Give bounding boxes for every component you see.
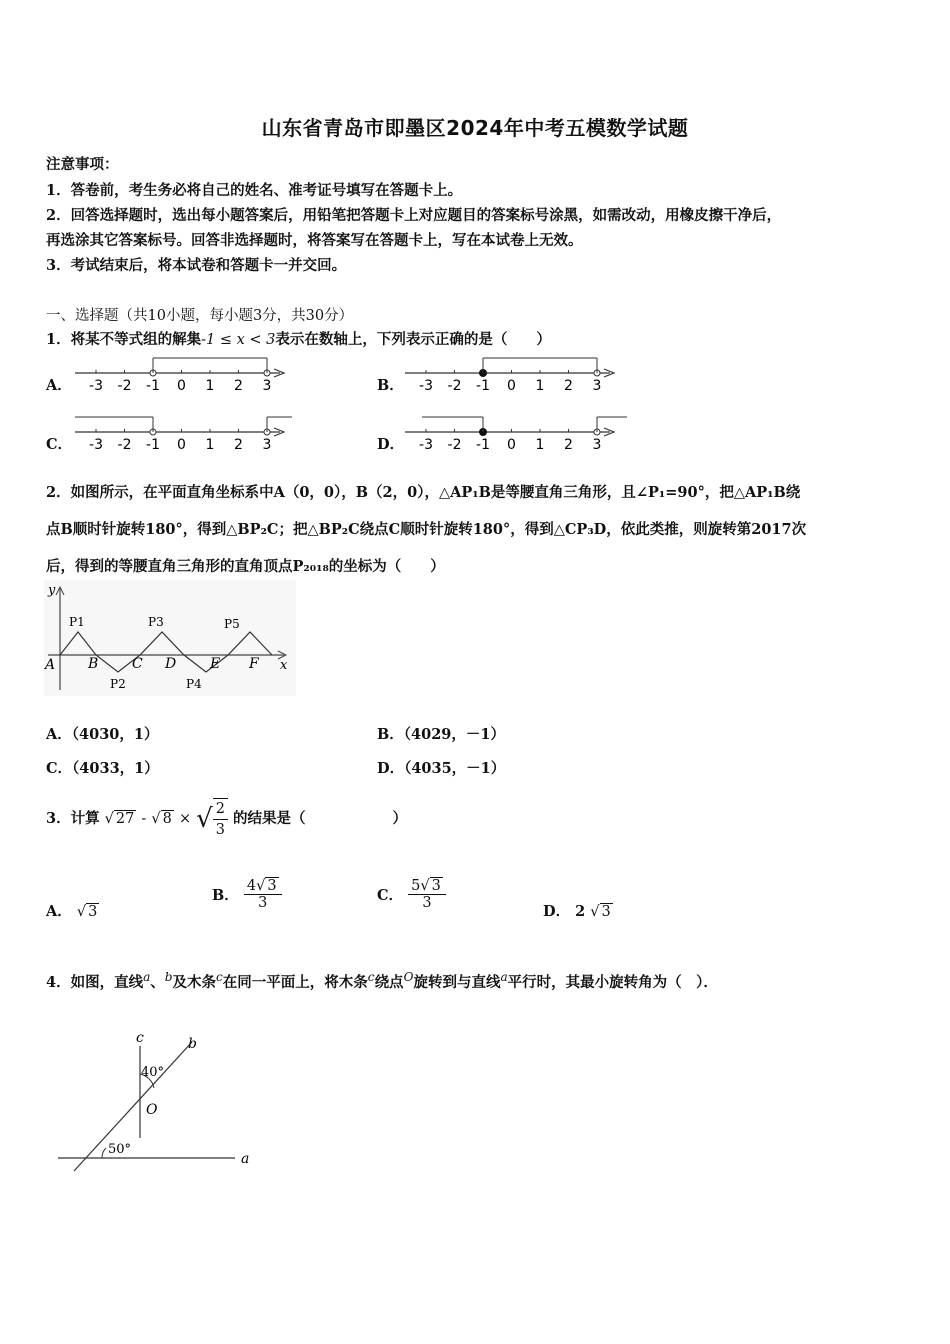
notice-item: 再选涂其它答案标号。回答非选择题时，将答案写在答题卡上，写在本试卷上无效。 xyxy=(46,232,583,249)
question-3 xyxy=(46,798,407,840)
tick-label: 0 xyxy=(177,378,186,394)
point-label: B xyxy=(88,656,99,672)
q2-figure xyxy=(44,580,296,696)
notice-item: 2．回答选择题时，选出每小题答案后，用铅笔把答题卡上对应题目的答案标号涂黑，如需改动，用橡皮擦干净后， xyxy=(46,207,782,224)
question-1 xyxy=(46,328,551,349)
angle-50-label: 50° xyxy=(108,1142,132,1157)
q2-option-d: D．（4035，－1） xyxy=(377,760,506,777)
q3-option-b: B． $\frac{4√ 3}{3}$ xyxy=(212,878,282,911)
q1-option-c-numberline xyxy=(70,411,295,456)
tick-label: 1 xyxy=(535,437,545,453)
tick-label: 3 xyxy=(262,437,272,453)
point-label: F xyxy=(249,656,259,672)
q2-option-c: C．（4033，1） xyxy=(46,760,159,777)
q3-option-c: C． $\frac{5√ 3}{3}$ xyxy=(377,878,446,911)
tick-label: 0 xyxy=(177,437,186,453)
point-label: D xyxy=(165,656,177,672)
option-value: $\frac{4√ 3}{3}$ xyxy=(244,878,282,911)
tick-label: -3 xyxy=(419,378,433,394)
label-o: O xyxy=(146,1102,158,1118)
option-value: √ 3 xyxy=(590,904,611,920)
tick-label: -3 xyxy=(89,378,103,394)
tick-label: -3 xyxy=(419,437,433,453)
q1-option-a-label: A． xyxy=(46,377,72,394)
q3-prefix: 3．计算 xyxy=(46,810,100,827)
tick-label: -1 xyxy=(476,437,490,453)
question-4: 4．如图，直线$^a$、$^b$及木条$^c$在同一平面上，将木条$^c$绕点$^O$旋转到与直线$^a$平行时，其最小旋转角为（ ）． xyxy=(46,970,718,991)
times-sign: × xyxy=(178,811,192,827)
q4-figure xyxy=(50,1028,270,1178)
q3-option-d: D． 2 √ 3 xyxy=(543,903,611,920)
valley-label: P2 xyxy=(110,677,126,691)
tick-label: 3 xyxy=(262,378,272,394)
tick-label: -2 xyxy=(447,378,462,394)
question-2-line: 点B顺时针旋转180°，得到△BP₂C；把△BP₂C绕点C顺时针旋转180°，得到△CP₃D，依此类推，则旋转第2017次 xyxy=(46,521,807,538)
tick-label: 2 xyxy=(234,437,243,453)
tick-label: -1 xyxy=(146,437,160,453)
tick-label: 2 xyxy=(564,437,573,453)
point-label: E xyxy=(210,656,221,672)
q1-option-b-label: B． xyxy=(377,377,404,394)
q1-option-d-label: D． xyxy=(377,436,405,453)
q1-option-c-label: C． xyxy=(46,436,73,453)
peak-label: P1 xyxy=(69,615,85,629)
notice-item: 1．答卷前，考生务必将自己的姓名、准考证号填写在答题卡上。 xyxy=(46,182,463,199)
tick-label: 3 xyxy=(592,378,602,394)
q1-prefix: 1．将某不等式组的解集 xyxy=(46,331,202,348)
peak-label: P5 xyxy=(224,617,240,631)
tick-label: 0 xyxy=(507,378,516,394)
sqrt-27: √ 27 xyxy=(104,811,135,827)
tick-label: 2 xyxy=(234,378,243,394)
point-label: C xyxy=(132,656,143,672)
option-value: √ 3 xyxy=(76,904,98,920)
tick-label: -3 xyxy=(89,437,103,453)
tick-label: -1 xyxy=(476,378,490,394)
line-b xyxy=(74,1042,192,1171)
tick-label: 1 xyxy=(535,378,545,394)
option-value: $\frac{5√ 3}{3}$ xyxy=(408,878,446,911)
tick-label: -2 xyxy=(117,437,132,453)
tick-label: 1 xyxy=(205,437,215,453)
q2-option-a: A．（4030，1） xyxy=(46,726,159,743)
tick-label: 0 xyxy=(507,437,516,453)
sqrt-fraction: √ $\frac{2}{3}$ xyxy=(196,811,228,827)
question-2-line: 2．如图所示，在平面直角坐标系中A（0，0），B（2，0），△AP₁B是等腰直角三角形，且∠P₁=90°，把△AP₁B绕 xyxy=(46,484,801,501)
page-title: 山东省青岛市即墨区2024年中考五模数学试题 xyxy=(261,116,689,140)
tick-label: -2 xyxy=(447,437,462,453)
notice-item: 3．考试结束后，将本试卷和答题卡一并交回。 xyxy=(46,257,347,274)
minus-sign: - xyxy=(141,811,147,827)
tick-label: 2 xyxy=(564,378,573,394)
tick-label: 1 xyxy=(205,378,215,394)
peak-label: P3 xyxy=(148,615,164,629)
valley-label: P4 xyxy=(186,677,202,691)
point-label: A xyxy=(45,657,56,673)
angle-40-label: 40° xyxy=(141,1065,165,1080)
q3-option-a: A． √ 3 xyxy=(46,903,98,920)
q2-option-b: B．（4029，－1） xyxy=(377,726,505,743)
axis-x-label: x xyxy=(280,658,288,673)
tick-label: -2 xyxy=(117,378,132,394)
sqrt-8: √ 8 xyxy=(151,811,172,827)
section-heading: 一、选择题（共10小题，每小题3分，共30分） xyxy=(46,308,354,324)
label-b: b xyxy=(188,1036,197,1052)
angle-arc-50 xyxy=(102,1148,106,1158)
axis-y-label: y xyxy=(48,583,56,598)
tick-label: -1 xyxy=(146,378,160,394)
label-a: a xyxy=(241,1151,250,1167)
q1-option-b-numberline xyxy=(400,352,625,397)
q1-option-d-numberline xyxy=(400,411,630,456)
tick-label: 3 xyxy=(592,437,602,453)
notice-heading: 注意事项： xyxy=(46,156,119,173)
figure-background xyxy=(44,580,296,696)
q1-option-a-numberline xyxy=(70,352,295,397)
q1-suffix: 表示在数轴上，下列表示正确的是（ ） xyxy=(275,331,551,348)
q3-suffix: 的结果是（ ） xyxy=(233,810,408,827)
question-2-line: 后，得到的等腰直角三角形的直角顶点P₂₀₁₈的坐标为（ ） xyxy=(46,558,445,575)
label-c: c xyxy=(136,1030,144,1046)
q1-math: -1 ≤ x < 3 xyxy=(201,332,276,348)
